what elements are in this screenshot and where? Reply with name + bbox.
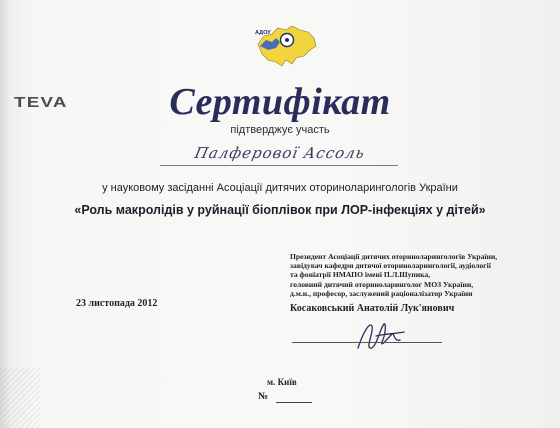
ukraine-map-logo-icon [252,20,322,76]
teva-logo: TEVA [14,94,68,111]
signatory-line: та фоніатрії НМАПО імені П.Л.Шупика, [290,270,431,280]
certificate-number-line [276,402,312,403]
event-intro: у науковому засіданні Асоціації дитячих оториноларингологів України [102,182,458,194]
logo-label: АДОУ [255,30,271,36]
signatory-line: завідувач кафедри дитячої оториноларингології, аудіології [290,261,491,271]
certificate-number-label: № [258,391,269,402]
issue-date: 23 листопада 2012 [76,298,158,309]
certificate-subtitle: підтверджує участь [230,124,330,136]
handwritten-signature [330,312,450,362]
recipient-name: Палферової Ассоль [193,144,367,162]
city-label: м. Київ [267,377,297,387]
signatory-line: головний дитячий оториноларинголог МОЗ України, [290,279,474,289]
signatory-line: д.м.н., професор, заслужений раціоналізатор України [290,288,473,298]
name-underline [160,165,398,166]
signatory-credentials [290,252,560,298]
signatory-name: Косаковський Анатолій Лук'янович [290,303,455,314]
signatory-line: Президент Асоціації дитячих оториноларингологів України, [290,252,498,261]
event-title: «Роль макролідів у руйнації біоплівок при ЛОР-інфекціях у дітей» [74,203,486,217]
signature-line [292,342,442,343]
page-corner-texture [0,368,40,428]
certificate-title: Сертифікат [169,81,391,123]
